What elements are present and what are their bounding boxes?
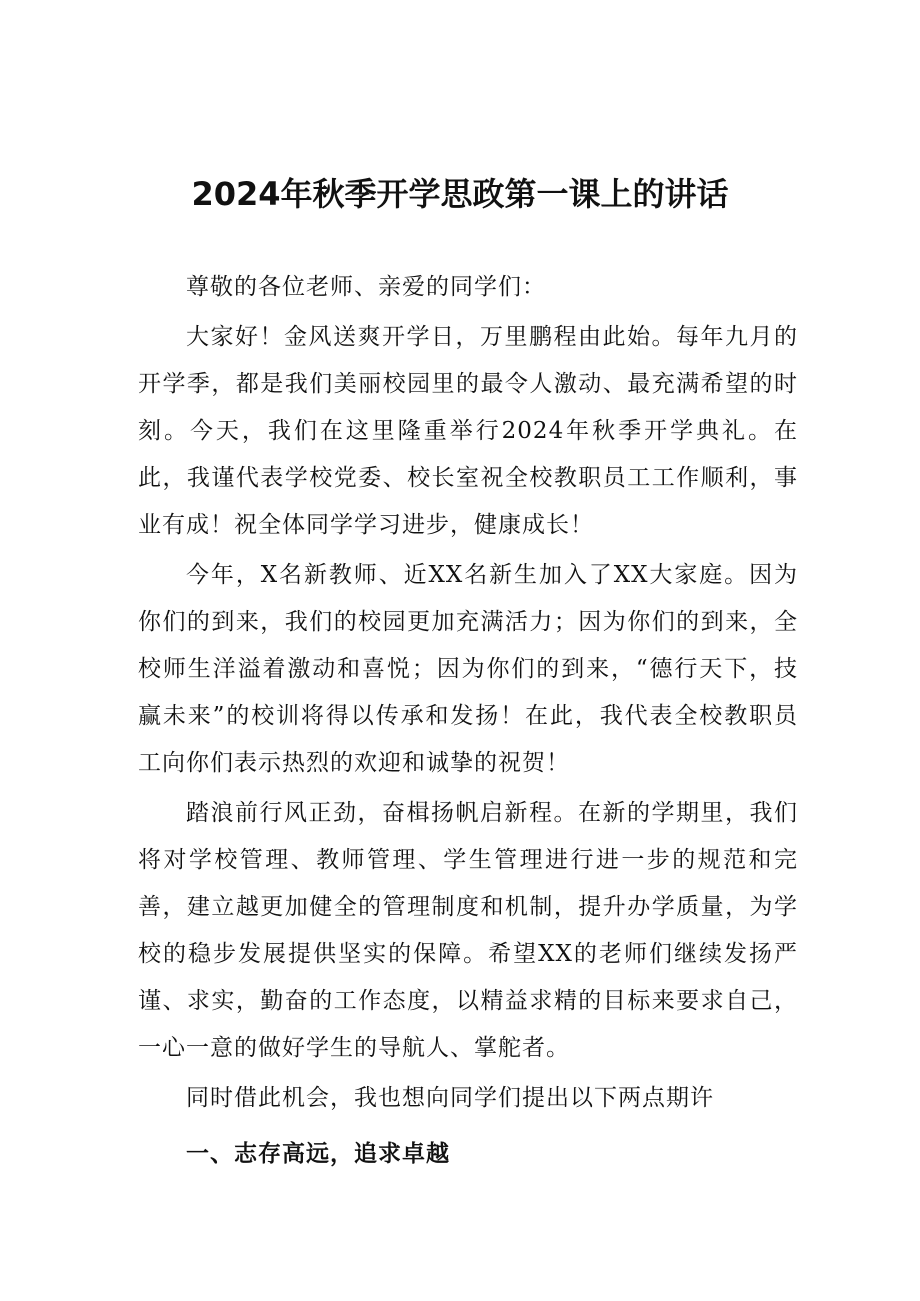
salutation: 尊敬的各位老师、亲爱的同学们：	[186, 274, 546, 300]
paragraph-welcome: 今年，X名新教师、近XX名新生加入了XX大家庭。因为你们的到来，我们的校园更加充满活力；因为你们的到来，全校师生洋溢着激动和喜悦；因为你们的到来，“德行天下，技赢未来”的校训将得以传承和发扬！在此，我代表全校教职员工向你们表示热烈的欢迎和诚挚的祝贺！	[138, 562, 798, 776]
section-heading: 一、志存高远，追求卓越	[186, 1141, 450, 1167]
paragraph-new-semester: 踏浪前行风正劲，奋楫扬帆启新程。在新的学期里，我们将对学校管理、教师管理、学生管理进行进一步的规范和完善，建立越更加健全的管理制度和机制，提升办学质量，为学校的稳步发展提供坚实的保障。希望XX的老师们继续发扬严谨、求实，勤奋的工作态度，以精益求精的目标来要求自己，一心一意的做好学生的导航人、掌舵者。	[138, 800, 798, 1061]
paragraph-greeting: 大家好！金风送爽开学日，万里鹏程由此始。每年九月的开学季，都是我们美丽校园里的最令人激动、最充满希望的时刻。今天，我们在这里隆重举行2024年秋季开学典礼。在此，我谨代表学校党委、校长室祝全校教职员工工作顺利，事业有成！祝全体同学学习进步，健康成长！	[138, 324, 798, 538]
paragraph-expectations-intro: 同时借此机会，我也想向同学们提出以下两点期许	[186, 1085, 714, 1111]
document-body	[138, 264, 798, 1178]
page-title: 2024年秋季开学思政第一课上的讲话	[191, 175, 729, 213]
